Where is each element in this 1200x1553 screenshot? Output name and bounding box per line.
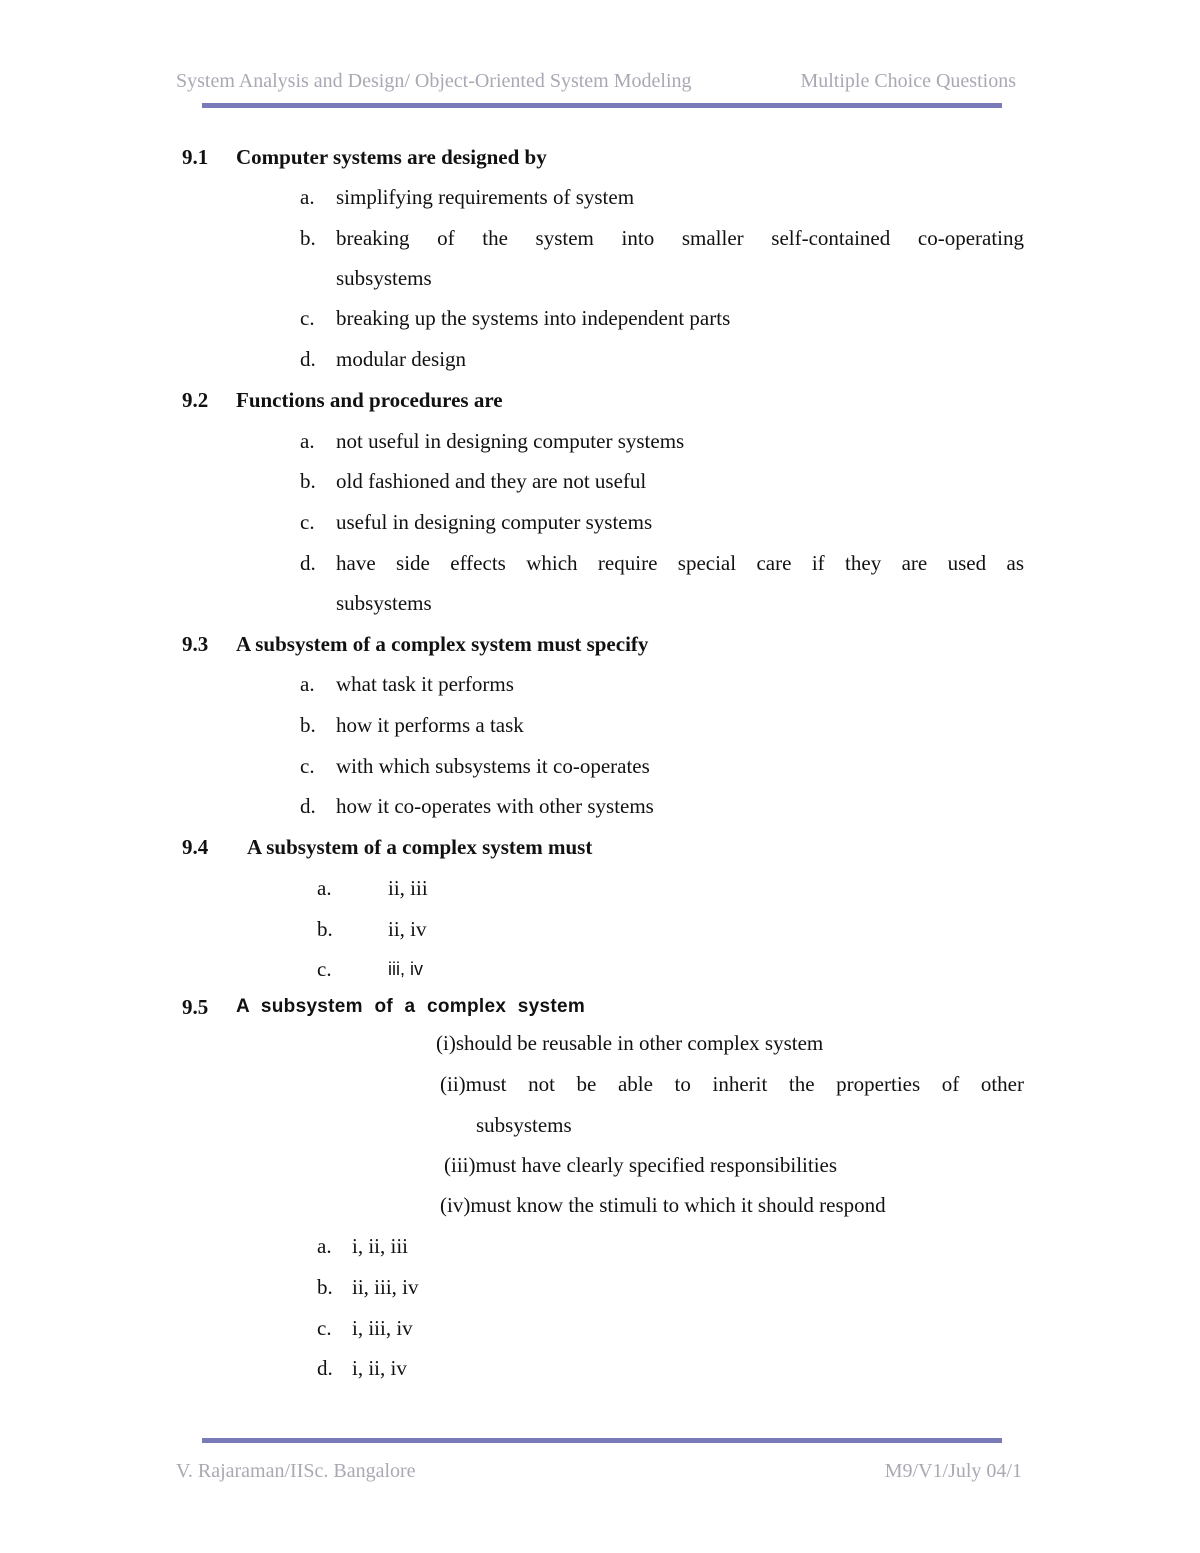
question-number: 9.2 bbox=[182, 388, 209, 412]
option-text: ii, iv bbox=[388, 917, 427, 941]
option-letter: b. bbox=[300, 713, 316, 737]
statement-text: (iv)must know the stimuli to which it should respond bbox=[440, 1193, 886, 1217]
page-header bbox=[176, 70, 1016, 100]
option-text: i, ii, iv bbox=[352, 1356, 407, 1380]
statement-text: (iii)must have clearly specified responsibilities bbox=[444, 1153, 838, 1177]
option-text: how it performs a task bbox=[336, 713, 524, 737]
option-text: i, ii, iii bbox=[352, 1234, 409, 1258]
option-text-continuation: subsystems bbox=[336, 591, 432, 615]
option-letter: b. bbox=[317, 917, 333, 941]
option-letter: b. bbox=[300, 469, 316, 493]
footer-author: V. Rajaraman/IISc. Bangalore bbox=[176, 1460, 416, 1482]
question-text: A subsystem of a complex system must bbox=[247, 835, 593, 859]
option-letter: d. bbox=[300, 794, 316, 818]
statement-text: (i)should be reusable in other complex system bbox=[436, 1031, 824, 1055]
option-letter: a. bbox=[317, 1234, 332, 1258]
option-letter: d. bbox=[300, 347, 316, 371]
option-text: with which subsystems it co-operates bbox=[336, 754, 650, 778]
option-text: ii, iii, iv bbox=[352, 1275, 419, 1299]
header-course-title: System Analysis and Design/ Object-Oriented System Modeling bbox=[176, 70, 692, 92]
question-text: A subsystem of a complex system bbox=[236, 996, 586, 1017]
question-number: 9.5 bbox=[182, 995, 209, 1019]
option-text: modular design bbox=[336, 347, 467, 371]
option-text-continuation: subsystems bbox=[336, 266, 432, 290]
option-text: useful in designing computer systems bbox=[336, 510, 653, 534]
option-text: breaking up the systems into independent parts bbox=[336, 306, 731, 330]
option-text: breaking of the system into smaller self-contained co-operating bbox=[336, 226, 1024, 250]
option-letter: c. bbox=[300, 754, 315, 778]
option-text: old fashioned and they are not useful bbox=[336, 469, 647, 493]
option-text: what task it performs bbox=[336, 672, 514, 696]
option-text: i, iii, iv bbox=[352, 1316, 413, 1340]
option-letter: c. bbox=[317, 957, 332, 981]
question-text: Computer systems are designed by bbox=[236, 145, 547, 169]
question-number: 9.4 bbox=[182, 835, 209, 859]
option-text: ii, iii bbox=[388, 876, 428, 900]
question-text: A subsystem of a complex system must specify bbox=[236, 632, 649, 656]
option-letter: a. bbox=[317, 876, 332, 900]
option-text: how it co-operates with other systems bbox=[336, 794, 654, 818]
header-divider bbox=[202, 103, 1002, 108]
option-letter: c. bbox=[317, 1316, 332, 1340]
option-text: have side effects which require special care if they are used as bbox=[336, 551, 1024, 575]
question-text: Functions and procedures are bbox=[236, 388, 503, 412]
option-letter: c. bbox=[300, 510, 315, 534]
option-letter: b. bbox=[317, 1275, 333, 1299]
question-number: 9.1 bbox=[182, 145, 209, 169]
option-letter: a. bbox=[300, 185, 315, 209]
option-text: iii, iv bbox=[388, 959, 423, 979]
option-letter: d. bbox=[300, 551, 316, 575]
footer-page-id: M9/V1/July 04/1 bbox=[884, 1460, 1022, 1482]
option-letter: d. bbox=[317, 1356, 333, 1380]
statement-text-continuation: subsystems bbox=[476, 1113, 572, 1137]
option-letter: c. bbox=[300, 306, 315, 330]
option-letter: b. bbox=[300, 226, 316, 250]
statement-text: (ii)must not be able to inherit the properties of other bbox=[440, 1072, 1024, 1096]
question-number: 9.3 bbox=[182, 632, 209, 656]
option-letter: a. bbox=[300, 672, 315, 696]
option-letter: a. bbox=[300, 429, 315, 453]
footer-divider bbox=[202, 1438, 1002, 1443]
header-section-title: Multiple Choice Questions bbox=[800, 70, 1016, 92]
option-text: not useful in designing computer systems bbox=[336, 429, 685, 453]
option-text: simplifying requirements of system bbox=[336, 185, 635, 209]
page-footer bbox=[176, 1460, 1022, 1490]
